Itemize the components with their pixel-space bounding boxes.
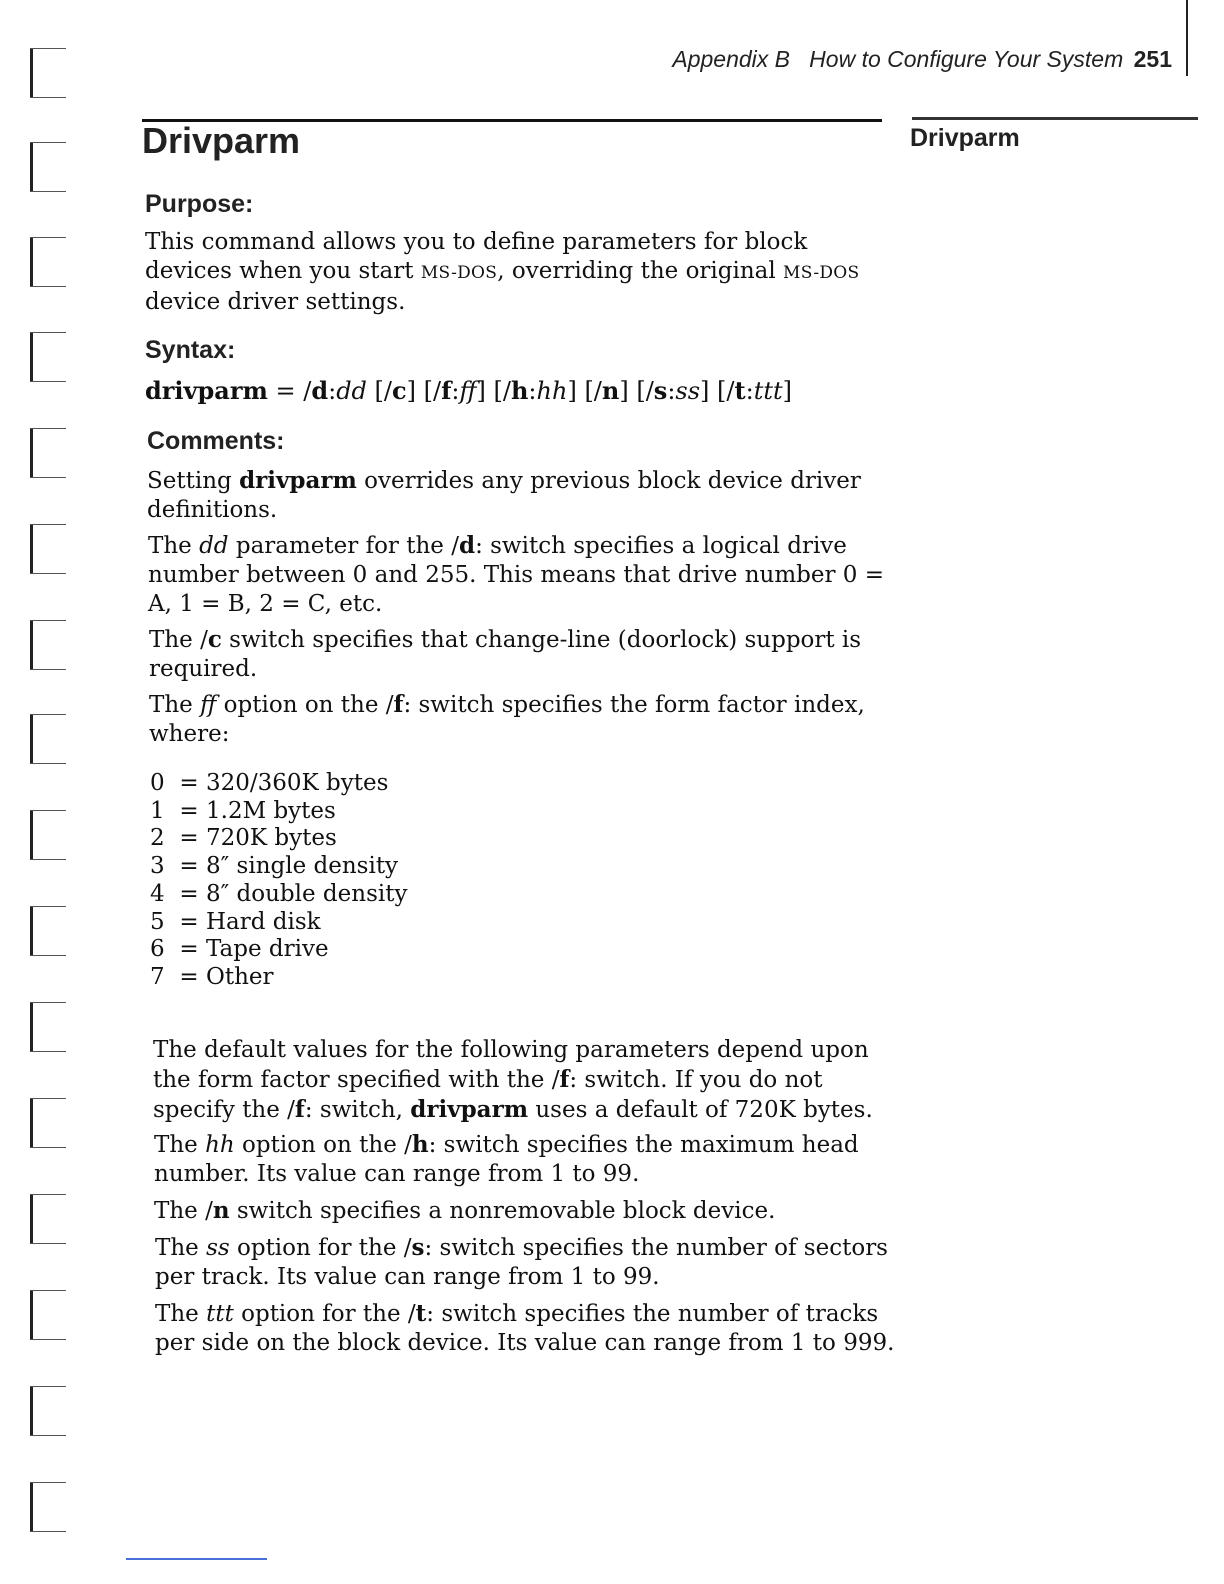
- list-item: 2 = 720K bytes: [150, 825, 337, 852]
- binder-mark: [30, 48, 66, 98]
- binder-mark: [30, 1386, 66, 1436]
- list-item: 5 = Hard disk: [150, 908, 321, 935]
- comments-heading: Comments:: [147, 427, 285, 455]
- comment-paragraph: The /c switch specifies that change-line (doorlock) support is required.: [149, 626, 862, 682]
- comment-paragraph: The ttt option for the /t: switch specifies the number of tracks per side on the block device. Its value can range from 1 to 999.: [155, 1300, 895, 1356]
- binder-mark: [30, 620, 66, 670]
- msdos-label: MS-DOS: [783, 263, 860, 283]
- list-item: 7 = Other: [150, 963, 274, 990]
- comment-paragraph: The ff option on the /f: switch specifies the form factor index, where:: [149, 691, 865, 747]
- purpose-text: This command allows you to define parameters for block devices when you start MS-DOS, overriding the original MS-DOS device driver settings.: [145, 229, 860, 315]
- list-item: 6 = Tape drive: [150, 936, 329, 963]
- binder-mark: [30, 524, 66, 574]
- list-item: 4 = 8″ double density: [150, 880, 408, 907]
- running-title: Appendix B How to Configure Your System: [672, 46, 1124, 72]
- list-item: 3 = 8″ single density: [150, 853, 399, 880]
- binder-mark: [30, 237, 66, 287]
- binder-mark: [30, 1290, 66, 1340]
- purpose-heading: Purpose:: [145, 190, 254, 218]
- comment-paragraph: The hh option on the /h: switch specifies the maximum head number. Its value can range from 1 to 99.: [154, 1131, 859, 1187]
- page-title: Drivparm: [142, 120, 301, 161]
- comment-paragraph: The dd parameter for the /d: switch specifies a logical drive number between 0 and 255. This means that drive number 0 = A, 1 = B, 2 = C, etc.: [148, 532, 884, 617]
- binder-mark: [30, 428, 66, 478]
- binder-mark: [30, 1002, 66, 1052]
- page-number: 251: [1133, 46, 1172, 72]
- msdos-label: MS-DOS: [420, 263, 498, 283]
- side-title: Drivparm: [910, 124, 1020, 152]
- comment-paragraph: The default values for the following parameters depend upon the form factor specified with the /f: switch. If you do not specify the /f: switch, drivparm uses a default of 720K bytes.: [153, 1037, 873, 1123]
- comment-paragraph: Setting drivparm overrides any previous block device driver definitions.: [147, 467, 861, 523]
- syntax-line: drivparm = /d:dd [/c] [/f:ff] [/h:hh] [/n] [/s:ss] [/t:ttt]: [145, 376, 792, 405]
- binder-mark: [30, 1194, 66, 1244]
- binder-mark: [30, 1482, 66, 1532]
- running-header: [672, 46, 1172, 73]
- header-rule: [1186, 0, 1188, 76]
- comment-paragraph: The ss option for the /s: switch specifies the number of sectors per track. Its value can range from 1 to 99.: [155, 1234, 888, 1290]
- binder-mark: [30, 332, 66, 382]
- binder-mark: [30, 906, 66, 956]
- bottom-mark: [126, 1558, 267, 1560]
- binder-mark: [30, 142, 66, 192]
- list-item: 0 = 320/360K bytes: [150, 770, 389, 796]
- list-item: 1 = 1.2M bytes: [150, 797, 336, 824]
- syntax-heading: Syntax:: [145, 336, 236, 364]
- form-factor-list: [150, 770, 407, 992]
- binder-mark: [30, 714, 66, 764]
- comment-paragraph: The /n switch specifies a nonremovable block device.: [154, 1197, 776, 1224]
- binder-mark: [30, 810, 66, 860]
- binder-mark: [30, 1098, 66, 1148]
- side-rule: [912, 117, 1198, 120]
